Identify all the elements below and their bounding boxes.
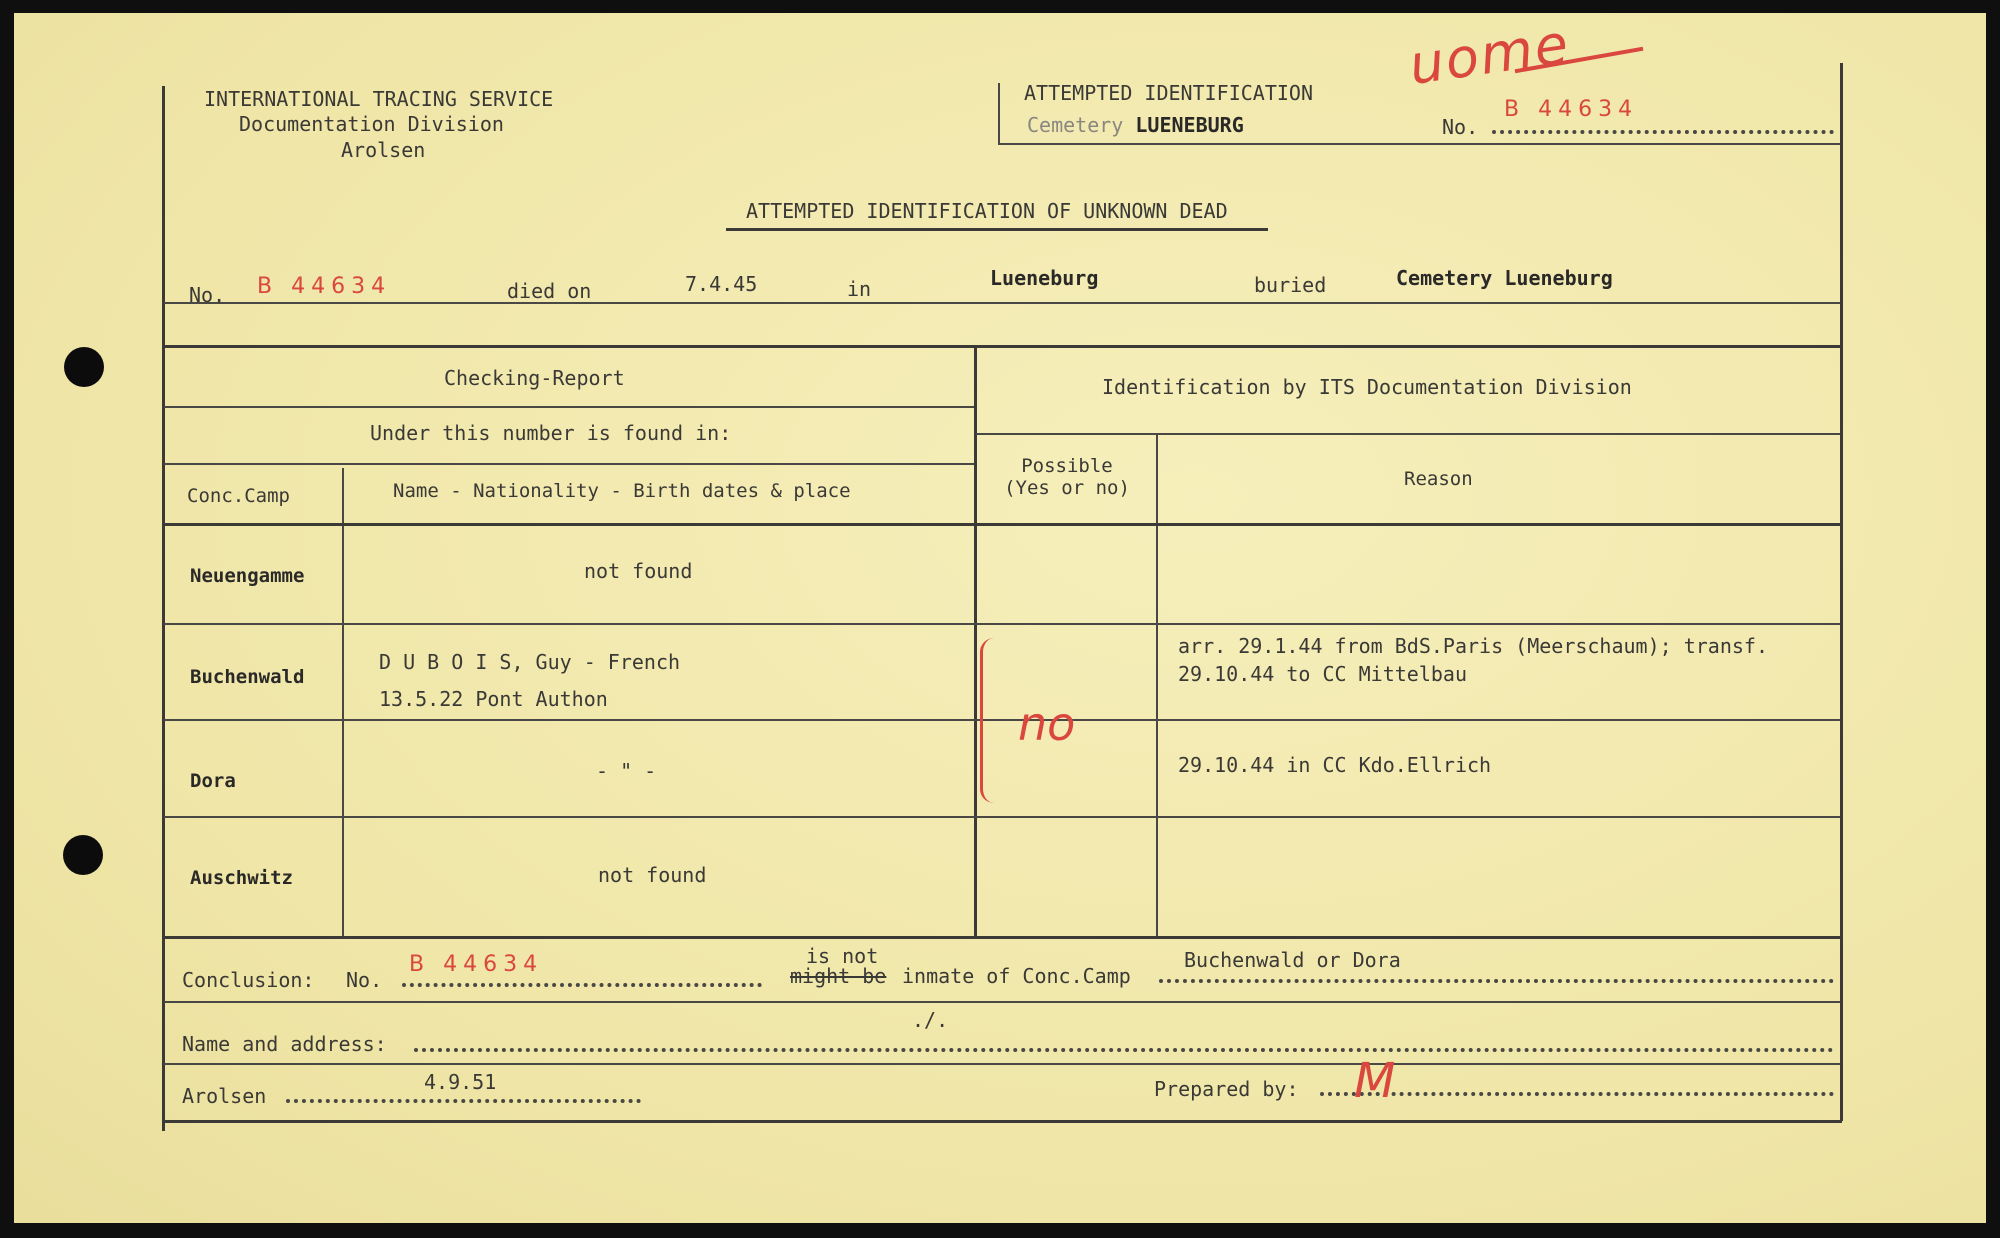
record-no-value: B 44634 [257,274,392,299]
frame-right [1840,63,1843,1121]
handwritten-top-mark: uome [1405,12,1574,97]
table-row-birth: 13.5.22 Pont Authon [379,687,608,711]
record-card [14,13,1986,1223]
col-header-camp: Conc.Camp [187,485,290,507]
conclusion-rule [164,1001,1840,1003]
conclusion-label: Conclusion: [182,968,315,992]
left-header-rule1 [164,406,974,408]
name-address-rule [164,1063,1840,1065]
table-row-camp: Auschwitz [190,867,293,889]
in-label: in [847,277,872,301]
header-no-dots [1492,130,1834,134]
row-rule-1 [164,623,1840,625]
header-no-value: B 44634 [1504,97,1639,122]
right-header-rule [976,433,1840,435]
conclusion-struck: might be [790,964,887,988]
checking-report-title: Checking-Report [444,366,625,390]
header-box-title: ATTEMPTED IDENTIFICATION [1024,81,1313,105]
table-row-reason: arr. 29.1.44 from BdS.Paris (Meerschaum); transf. [1178,634,1769,658]
conclusion-no-value: B 44634 [409,952,544,977]
conclusion-no-label: No. [346,968,383,992]
table-row-reason: 29.10.44 in CC Kdo.Ellrich [1178,753,1492,777]
name-address-value: ./. [912,1008,949,1032]
record-no-label: No. [189,283,226,307]
checking-report-subtitle: Under this number is found in: [370,421,732,445]
punch-hole-top [64,347,104,387]
footer-place: Arolsen [182,1084,267,1108]
footer-date: 4.9.51 [424,1070,497,1094]
title-underline [726,228,1268,231]
table-top-rule [164,345,1840,348]
frame-left [162,86,165,1131]
org-name: INTERNATIONAL TRACING SERVICE [204,87,554,111]
table-row-name: not found [584,559,693,583]
in-value: Lueneburg [990,266,1099,290]
punch-hole-bottom [63,835,103,875]
name-address-dots [414,1048,1834,1052]
record-line-rule [164,302,1840,304]
col-header-name: Name - Nationality - Birth dates & place [393,480,851,502]
header-box-left [998,83,1000,143]
table-row-name: - " - [596,759,657,783]
conclusion-camp-value: Buchenwald or Dora [1184,948,1401,972]
conclusion-text: inmate of Conc.Camp [902,964,1131,988]
footer-date-dots [286,1099,641,1103]
prepared-by-dots [1320,1092,1834,1096]
table-row-camp: Neuengamme [190,565,305,587]
col-header-possible-line1: Possible [1021,455,1113,477]
table-possible-divider [1156,433,1158,938]
left-header-rule2 [164,463,974,465]
col-header-possible-line2: (Yes or no) [1004,477,1130,499]
table-bottom-rule [164,936,1840,939]
name-address-label: Name and address: [182,1032,387,1056]
conclusion-inserted: is not [806,944,879,968]
table-row-reason-line2: 29.10.44 to CC Mittelbau [1178,662,1467,686]
header-box-subtitle: Cemetery LUENEBURG [1027,113,1244,137]
table-row-name: not found [598,863,707,887]
org-location: Arolsen [341,138,426,162]
row-rule-2 [164,719,1840,721]
org-division: Documentation Division [239,112,504,136]
conclusion-camp-dots [1159,979,1834,983]
table-row-name: D U B O I S, Guy - French [379,650,681,674]
page-title: ATTEMPTED IDENTIFICATION OF UNKNOWN DEAD [746,199,1228,223]
died-label: died on [507,279,592,303]
header-no-label: No. [1442,115,1479,139]
identification-title: Identification by ITS Documentation Division [1102,375,1632,399]
column-header-rule [164,523,1840,526]
header-box-bottom [998,143,1840,145]
table-row-camp: Buchenwald [190,666,305,688]
prepared-by-label: Prepared by: [1154,1077,1299,1101]
col-header-possible [982,455,1152,499]
died-value: 7.4.45 [685,272,758,296]
handwritten-brace [980,638,1001,803]
buried-value: Cemetery Lueneburg [1396,266,1613,290]
buried-label: buried [1254,273,1327,297]
col-header-reason: Reason [1404,468,1473,490]
handwritten-possible-answer: no [1018,697,1076,751]
row-rule-3 [164,816,1840,818]
conclusion-no-dots [402,983,762,987]
table-row-camp: Dora [190,770,236,792]
prepared-by-initials: M [1354,1053,1396,1109]
table-camp-divider [342,468,344,938]
frame-bottom [162,1120,1842,1123]
